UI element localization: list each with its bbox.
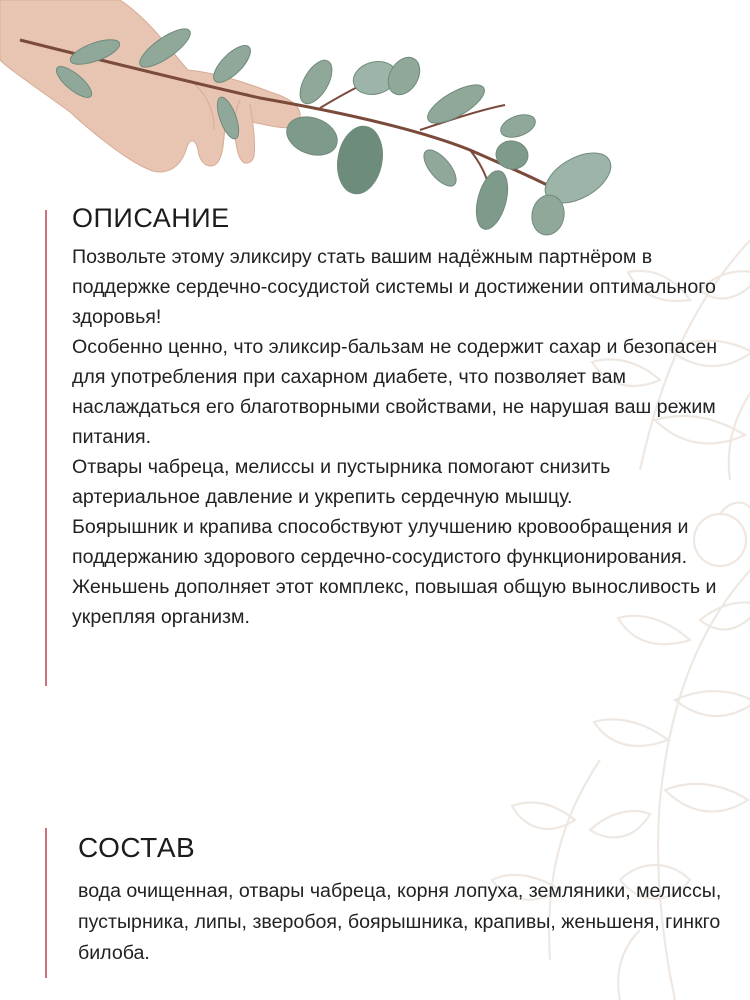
composition-section (78, 828, 738, 969)
description-section (72, 200, 732, 632)
description-accent-line (45, 210, 47, 686)
description-paragraph-5: Женьшень дополняет этот комплекс, повышая общую выносливость и укрепляя организм. (72, 576, 717, 628)
description-paragraph-3: Отвары чабреца, мелиссы и пустырника помогают снизить артериальное давление и укрепить сердечную мышцу. (72, 456, 611, 508)
description-paragraph-4: Боярышник и крапива способствуют улучшению кровообращения и поддержанию здорового сердечно-сосудистого функционирования. (72, 516, 689, 568)
description-heading: ОПИСАНИЕ (72, 203, 230, 233)
hand-shape (0, 0, 300, 172)
description-paragraph-2: Особенно ценно, что эликсир-бальзам не содержит сахар и безопасен для употребления при сахарном диабете, что позволяет вам наслаждаться его благотворными свойствами, не нарушая ваш режим питания. (72, 336, 718, 448)
description-paragraph-1: Позвольте этому эликсиру стать вашим надёжным партнёром в поддержке сердечно-сосудистой системы и достижении оптимального здоровья! (72, 246, 716, 328)
composition-heading: СОСТАВ (78, 832, 196, 863)
composition-accent-line (45, 828, 47, 978)
composition-text: вода очищенная, отвары чабреца, корня лопуха, земляники, мелиссы, пустырника, липы, зверобоя, боярышника, крапивы, женьшеня, гинкго билоба. (78, 880, 722, 964)
